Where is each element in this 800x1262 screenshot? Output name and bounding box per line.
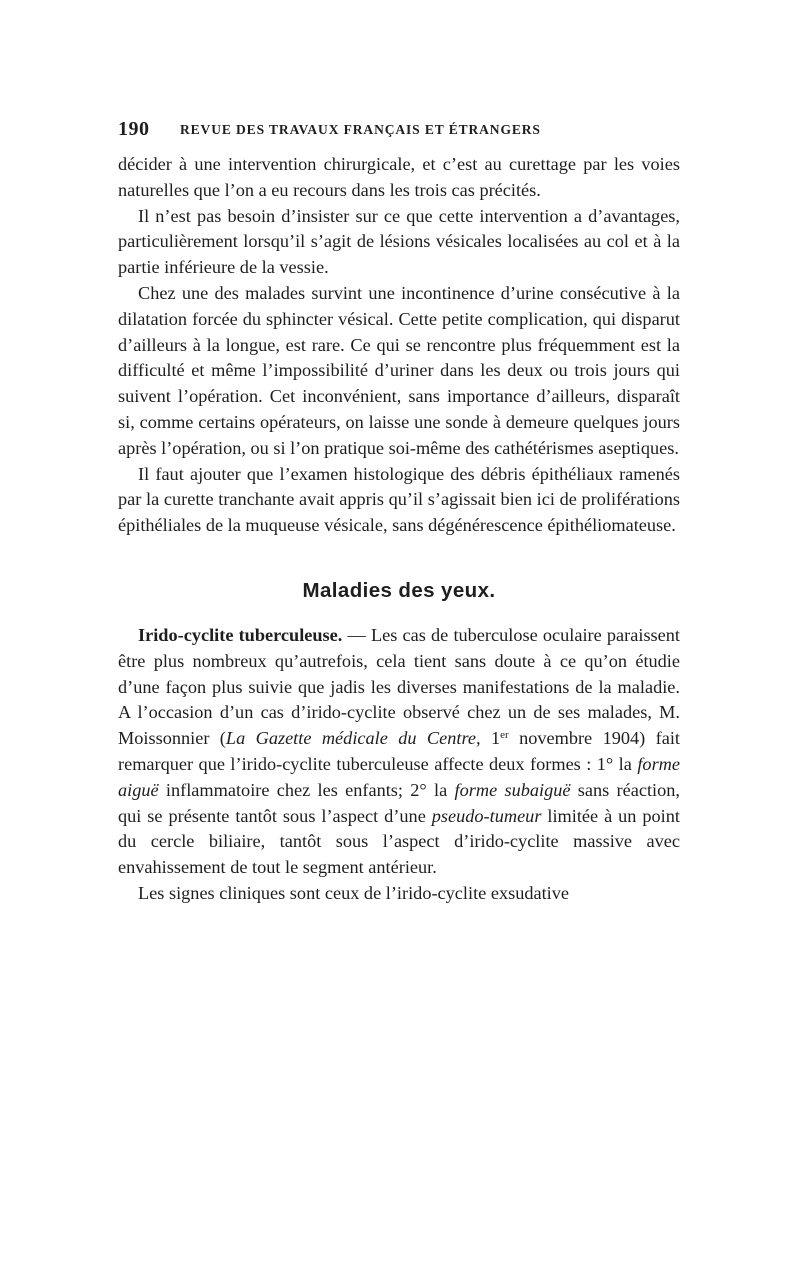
page xyxy=(118,118,680,907)
term-forme-subaigue: forme subaiguë xyxy=(454,779,571,800)
text-segment: limitée à un point du cercle biliaire, tantôt sous l’aspect d’irido-cyclite massive avec envahissement de tout le segment antérieur. xyxy=(118,805,680,878)
term-forme-aigue: forme aiguë xyxy=(118,753,680,800)
ordinal-superscript: er xyxy=(500,729,509,742)
runin-heading: Irido-cyclite tuberculeuse. xyxy=(138,624,343,645)
section-title: Maladies des yeux. xyxy=(302,578,496,602)
running-head xyxy=(118,118,680,152)
paragraph-curettage: décider à une intervention chirurgicale, et c’est au curettage par les voies naturelles que l’on a eu recours dans les trois cas précités. xyxy=(118,154,680,200)
term-pseudo-tumeur: pseudo-tumeur xyxy=(431,805,542,826)
journal-citation: La Gazette médicale du Centre, xyxy=(225,728,481,749)
paragraph-signes-cliniques: Les signes cliniques sont ceux de l’irido-cyclite exsudative xyxy=(138,882,570,903)
text-segment: — Les cas de tuberculose oculaire paraissent être plus nombreux qu’autrefois, cela tient sans doute à ce qu’on étudie d’une façon plus suivie que jadis les diverses manifestations de la maladie. A l’occasion d’un cas d’irido-cyclite observé chez un de ses malades, M. Moissonnier ( xyxy=(118,624,681,749)
paragraph-advantages: Il n’est pas besoin d’insister sur ce que cette intervention a d’avantages, particulièrement lorsqu’il s’agit de lésions vésicales localisées au col et à la partie inférieure de la vessie. xyxy=(118,205,680,278)
paragraph-incontinence: Chez une des malades survint une incontinence d’urine consécutive à la dilatation forcée du sphincter vésical. Cette petite complication, qui disparut d’ailleurs à la longue, est rare. Ce qui se rencontre plus fréquemment est la difficulté et même l’impossibilité d’uriner dans les deux ou trois jours qui suivent l’opération. Cet inconvénient, sans importance d’ailleurs, disparaît si, comme certains opérateurs, on laisse une sonde à demeure quelques jours après l’opération, ou si l’on pratique soi-même des cathétérismes aseptiques. xyxy=(118,282,680,458)
text-segment: 1 xyxy=(480,728,501,749)
running-title: REVUE DES TRAVAUX FRANÇAIS ET ÉTRANGERS xyxy=(180,122,541,137)
text-segment: inflammatoire chez les enfants; 2° la xyxy=(158,779,455,800)
text-segment: sans réaction, qui se présente tantôt sous l’aspect d’une xyxy=(118,779,680,826)
paragraph-histology: Il faut ajouter que l’examen histologique des débris épithéliaux ramenés par la curette tranchante avait appris qu’il s’agissait bien ici de proliférations épithéliales de la muqueuse vésicale, sans dégénérescence épithéliomateuse. xyxy=(118,463,680,536)
paragraph-irido-cyclite xyxy=(118,623,680,881)
text-segment: novembre 1904) fait remarquer que l’irido-cyclite tuberculeuse affecte deux formes : 1° la xyxy=(118,728,680,774)
page-number: 190 xyxy=(118,118,150,140)
